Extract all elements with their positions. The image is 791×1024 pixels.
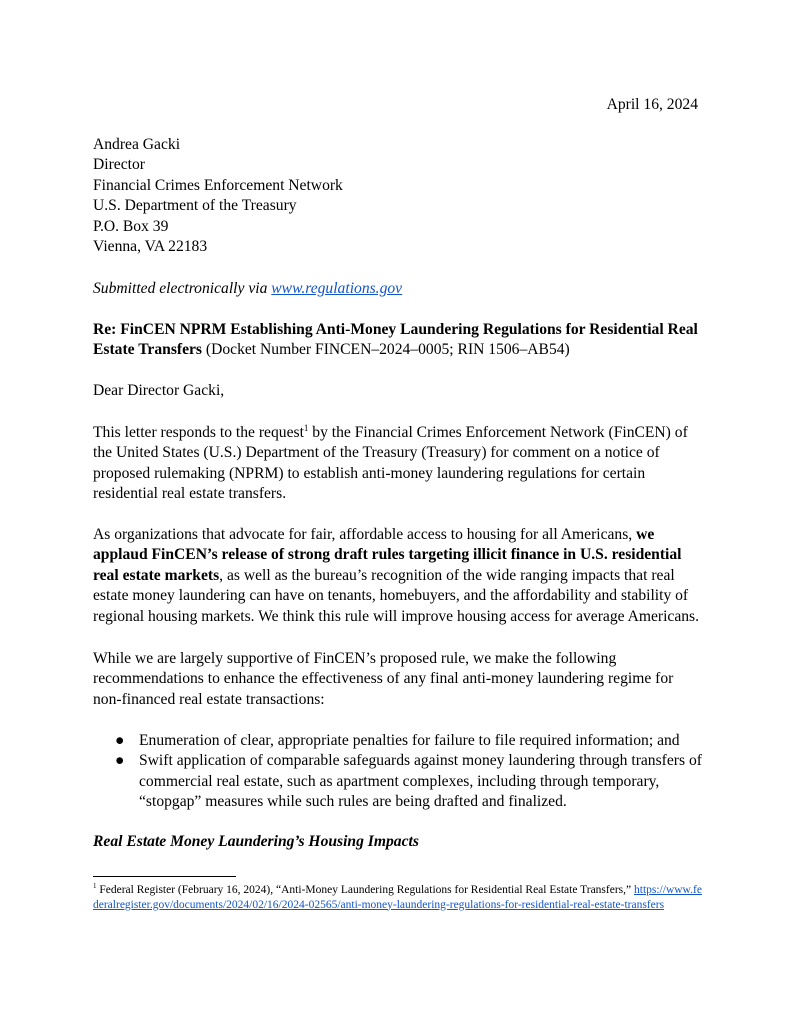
paragraph-2-emphasis: we applaud FinCEN’s release of strong draft rules targeting illicit finance in U.S. residential real estate markets [93,526,682,584]
recipient-address [93,135,705,257]
bullet-icon: ● [115,752,125,770]
footnote-text: Federal Register (February 16, 2024), “Anti-Money Laundering Regulations for Residential Real Estate Transfers,” [96,884,632,896]
submission-note [93,279,705,299]
list-item [93,731,705,751]
letter-date: April 16, 2024 [606,96,698,113]
paragraph-2-rest: , as well as the bureau’s recognition of the wide ranging impacts that real estate money laundering can have on tenants, homebuyers, and the affordability and stability of regional housing markets. We think this rule will improve housing access for average Americans. [93,566,700,625]
recipient-title: Director [93,156,145,174]
footnote-divider [93,876,236,877]
recipient-org: Financial Crimes Enforcement Network [93,176,343,194]
paragraph-2 [93,525,705,627]
list-item [93,751,705,812]
paragraph-1-rest: by the Financial Crimes Enforcement Network (FinCEN) of the United States (U.S.) Department of the Treasury (Treasury) for comment on a notice of proposed rulemaking (NPRM) to establish anti-money laundering regulations for certain residential real estate transfers. [93,424,688,503]
section-heading: Real Estate Money Laundering’s Housing Impacts [93,833,419,850]
paragraph-2-start: As organizations that advocate for fair, affordable access to housing for all Americans, [93,526,637,543]
salutation: Dear Director Gacki, [93,382,225,399]
recommendations-list [93,731,705,813]
submission-prefix: Submitted electronically via [93,280,268,297]
footnote-mark: 1 [93,882,97,891]
footnote-url-link[interactable]: https://www.federalregister.gov/documents/2024/02/16/2024-02565/anti-money-laundering-regulations-for-residential-real-estate-transfers [93,884,702,911]
paragraph-1-start: This letter responds to the request [93,424,304,441]
paragraph-1 [93,423,705,505]
recipient-pobox: P.O. Box 39 [93,217,169,235]
footnote [93,883,705,912]
regulations-gov-link[interactable]: www.regulations.gov [271,280,403,297]
footnote-ref-1[interactable]: 1 [303,422,309,433]
subject-line [93,320,705,361]
subject-bold: Re: FinCEN NPRM Establishing Anti-Money Laundering Regulations for Residential Real Estate Transfers [93,321,698,359]
recipient-name: Andrea Gacki [93,136,181,153]
bullet-icon: ● [115,732,125,749]
recipient-dept: U.S. Department of the Treasury [93,197,297,215]
subject-docket: (Docket Number FINCEN–2024–0005; RIN 1506–AB54) [205,341,570,359]
list-item-text: Swift application of comparable safeguards against money laundering through transfers of commercial real estate, such as apartment complexes, including through temporary, “stopgap” measures while such rules are being drafted and finalized. [139,752,702,811]
paragraph-3: While we are largely supportive of FinCEN’s proposed rule, we make the following recommendations to enhance the effectiveness of any final anti-money laundering regime for non-financed real estate transactions: [93,650,674,708]
recipient-city: Vienna, VA 22183 [93,238,208,256]
list-item-text: Enumeration of clear, appropriate penalties for failure to file required information; and [139,732,680,749]
